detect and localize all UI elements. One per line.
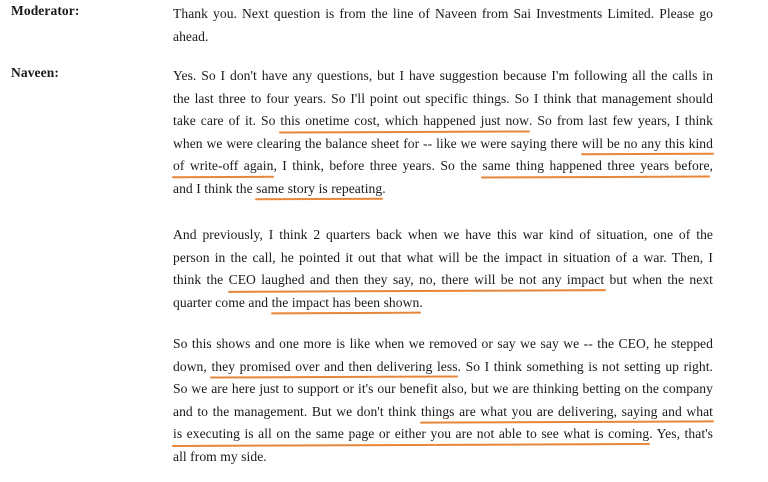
text-line [173,423,713,446]
text-segment: , I think, before three years. So the [273,158,483,174]
text-segment: . [419,294,423,310]
text-line [173,333,713,356]
highlighted-phrase: this onetime cost, which happened just now [280,113,530,129]
highlighted-phrase: same thing happened three years before [482,158,710,174]
text-line [173,110,713,133]
text-line [173,401,713,424]
text-line [173,446,713,469]
transcript-paragraph [173,333,713,469]
text-segment: think the [173,272,229,288]
text-segment: person in the call, he pointed it out that what will be the impact in situation of a war. Then, I [173,249,713,265]
text-line [173,247,713,270]
highlighted-phrase: of write-off again [173,158,274,174]
text-line [173,356,713,379]
transcript-paragraph [173,224,713,314]
text-segment: quarter come and [173,294,272,310]
text-segment: take care of it. So [173,113,281,129]
text-line [173,178,713,201]
highlighted-phrase: the impact has been shown [271,294,420,310]
highlighted-phrase: CEO laughed and then they say, no, there will be not any impact [228,272,605,288]
text-line [173,26,713,49]
highlighted-phrase: is executing is all on the same page or either you are not able to see what is coming [173,426,650,442]
text-segment: and to the management. But we don't think [173,403,421,419]
speaker-label-moderator: Moderator: [11,3,80,18]
speaker-label-naveen: Naveen: [11,65,59,80]
text-line [173,155,713,178]
text-line [173,224,713,247]
text-segment: and I think the [173,180,257,196]
text-segment: Thank you. Next question is from the line of Naveen from Sai Investments Limited. Please go [173,6,713,21]
text-segment: when we were clearing the balance sheet for -- like we were saying there [173,135,582,151]
text-line [173,133,713,156]
highlighted-phrase: will be no any this kind [581,135,713,151]
text-segment: all from my side. [173,448,267,464]
highlighted-phrase: things are what you are delivering, saying and what [420,403,713,419]
text-segment: . [382,180,386,196]
text-segment: the last three to four years. So I'll point out specific things. So I think that management should [173,90,713,106]
text-segment: . So from last few years, I think [529,113,713,129]
text-line [173,292,713,315]
text-segment: , [709,158,713,174]
text-segment: So we are here just to support or it's our benefit also, but we are thinking betting on the company [173,381,713,397]
text-segment: ahead. [173,28,209,44]
text-line [173,3,713,26]
text-segment: So this shows and one more is like when we removed or say we say we -- the CEO, he stepped [173,336,713,351]
highlighted-phrase: they promised over and then delivering less [211,358,458,374]
text-segment: . Yes, that's [649,426,713,442]
text-segment: but when the next [604,272,713,288]
text-segment: . So I think something is not setting up right. [457,358,713,374]
text-line [173,378,713,401]
text-line [173,65,713,88]
text-segment: down, [173,358,212,374]
transcript-paragraph [173,3,713,48]
transcript-paragraph [173,65,713,201]
text-segment: And previously, I think 2 quarters back when we have this war kind of situation, one of the [173,227,713,242]
text-line [173,88,713,111]
text-line [173,269,713,292]
text-segment: Yes. So I don't have any questions, but I have suggestion because I'm following all the calls in [173,68,713,83]
highlighted-phrase: same story is repeating [256,180,383,196]
